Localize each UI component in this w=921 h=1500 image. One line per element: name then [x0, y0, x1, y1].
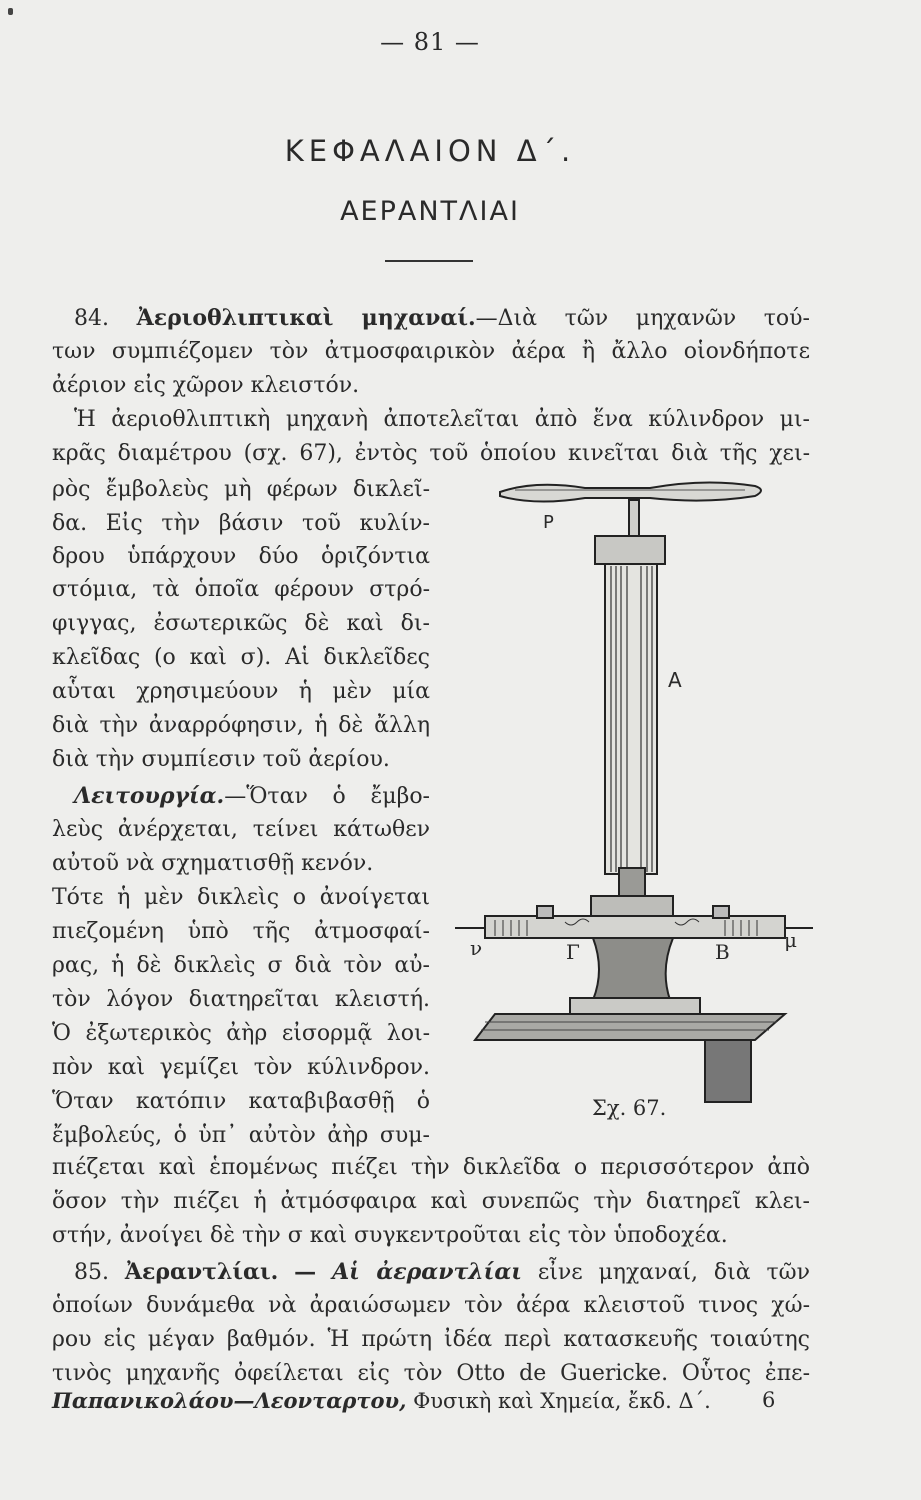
cylinder-flange [591, 896, 673, 916]
paragraph-line: αὗται χρησιμεύουν ἡ μὲν μία [52, 679, 430, 704]
paragraph-line: στόμια, τὰ ὁποῖα φέρουν στρό- [52, 577, 430, 602]
paragraph-line: δα. Εἰς τὴν βάσιν τοῦ κυλίν- [52, 511, 430, 536]
paragraph-line: διὰ τὴν συμπίεσιν τοῦ ἀερίου. [52, 747, 390, 772]
figure-caption: Σχ. 67. [592, 1096, 667, 1120]
section-84-line-rest: —Διὰ τῶν μηχανῶν τού- [475, 306, 810, 331]
section-84-first-line [52, 302, 810, 335]
section-84-number: 84. [74, 306, 109, 331]
paragraph-line: ρὸς ἔμβολεὺς μὴ φέρων δικλεῖ- [52, 477, 430, 502]
title-rule [385, 260, 473, 262]
figure-label-m: μ [784, 928, 797, 952]
paragraph-line: αὐτοῦ νὰ σχηματισθῇ κενόν. [52, 851, 374, 876]
operation-first-line [52, 780, 430, 813]
paragraph-line: των συμπιέζομεν τὸν ἀτμοσφαιρικὸν ἀέρα ἢ ἄλλο οἱονδήποτε [52, 339, 810, 364]
paragraph-line: Ὁ ἐξωτερικὸς ἀὴρ εἰσορμᾷ λοι- [52, 1021, 430, 1046]
section-85-heading: Ἀεραντλίαι. [124, 1259, 279, 1285]
figure-label-p: P [543, 512, 554, 533]
paragraph-line: ὅσον τὴν πιέζει ἡ ἀτμόσφαιρα καὶ συνεπῶς τὴν διατηρεῖ κλει- [52, 1189, 810, 1214]
paragraph-line: πιέζεται καὶ ἑπομένως πιέζει τὴν δικλεῖδα ο περισσότερον ἀπὸ [52, 1155, 810, 1180]
pump-handle [500, 482, 761, 501]
paragraph-line: Ἡ ἀεριοθλιπτικὴ μηχανὴ ἀποτελεῖται ἀπὸ ἕνα κύλινδρον μι- [74, 407, 810, 432]
pump-table [475, 1014, 785, 1040]
cylinder-cap [595, 536, 665, 564]
figure-label-v: ν [470, 936, 483, 960]
paragraph-line: λεὺς ἀνέρχεται, τείνει κάτωθεν [52, 817, 430, 842]
piston [619, 868, 645, 896]
operation-heading: Λειτουργία. [74, 783, 225, 809]
paragraph-line: ρας, ἡ δὲ δικλεὶς σ διὰ τὸν αὐ- [52, 953, 430, 978]
paragraph-line: τὸν λόγον διατηρεῖται κλειστή. [52, 987, 430, 1012]
section-85-term: Αἱ ἀεραντλίαι [332, 1259, 522, 1285]
figure-label-b: Β [715, 940, 730, 964]
paragraph-line: τινὸς μηχανῆς ὀφείλεται εἰς τὸν Otto de Guericke. Οὗτος ἐπε- [52, 1361, 810, 1386]
chapter-title: ΚΕΦΑΛΑΙΟΝ Δ΄. [284, 134, 576, 168]
footer-credit [52, 1388, 711, 1413]
figure-label-a: A [668, 668, 682, 692]
piston-rod [629, 500, 639, 540]
operation-line-rest: —Ὅταν ὁ ἔμβο- [224, 784, 430, 809]
paragraph-line: διὰ τὴν ἀναρρόφησιν, ἡ δὲ ἄλλη [52, 713, 430, 738]
footer-authors: Παπανικολάου—Λεονταρτου, [52, 1388, 407, 1413]
paragraph-line: πιεζομένη ὑπὸ τῆς ἀτμοσφαί- [52, 919, 430, 944]
paragraph-line: Τότε ἡ μὲν δικλεὶς ο ἀνοίγεται [52, 885, 430, 910]
pump-stand [593, 938, 673, 1000]
paragraph-line: φιγγας, ἐσωτερικῶς δὲ καὶ δι- [52, 611, 430, 636]
footer-book: Φυσικὴ καὶ Χημεία, ἔκδ. Δ΄. [413, 1389, 711, 1413]
section-85-number: 85. [74, 1260, 109, 1285]
figure-label-g: Γ [566, 940, 580, 964]
paragraph-line: ἔμβολεύς, ὁ ὑπ᾽ αὐτὸν ἀὴρ συμ- [52, 1123, 430, 1148]
paragraph-line: δρου ὑπάρχουν δύο ὁριζόντια [52, 544, 430, 569]
paragraph-line: ρου εἰς μέγαν βαθμόν. Ἡ πρώτη ἰδέα περὶ κατασκευῆς τοιαύτης [52, 1327, 810, 1352]
paragraph-line: κρᾶς διαμέτρου (σχ. 67), ἐντὸς τοῦ ὁποίου κινεῖται διὰ τῆς χει- [52, 441, 810, 466]
paragraph-line: στήν, ἀνοίγει δὲ τὴν σ καὶ συγκεντροῦται εἰς τὸν ὑποδοχέα. [52, 1223, 728, 1248]
paragraph-line: πὸν καὶ γεμίζει τὸν κύλινδρον. [52, 1055, 430, 1080]
compressor-pump-figure [455, 470, 815, 1130]
cylinder-body [605, 564, 657, 874]
section-85-first-line [52, 1256, 810, 1289]
paragraph-line: ὁποίων δυνάμεθα νὰ ἀραιώσωμεν τὸν ἀέρα κλειστοῦ τινος χώ- [52, 1293, 810, 1318]
section-85-line-rest: εἶνε μηχαναί, διὰ τῶν [537, 1260, 810, 1285]
section-84-heading: Ἀεριοθλιπτικαὶ μηχαναί. [136, 305, 476, 331]
paragraph-line: Ὅταν κατόπιν καταβιβασθῇ ὁ [52, 1089, 430, 1114]
section-85-dash: — [294, 1259, 317, 1285]
section-title: ΑΕΡΑΝΤΛΙΑΙ [340, 196, 520, 227]
paragraph-line: ἀέριον εἰς χῶρον κλειστόν. [52, 373, 360, 398]
print-speck [8, 8, 13, 15]
page-number: — 81 — [380, 28, 480, 56]
signature-number: 6 [762, 1388, 776, 1412]
paragraph-line: κλεῖδας (ο καὶ σ). Αἱ δικλεῖδες [52, 645, 430, 670]
